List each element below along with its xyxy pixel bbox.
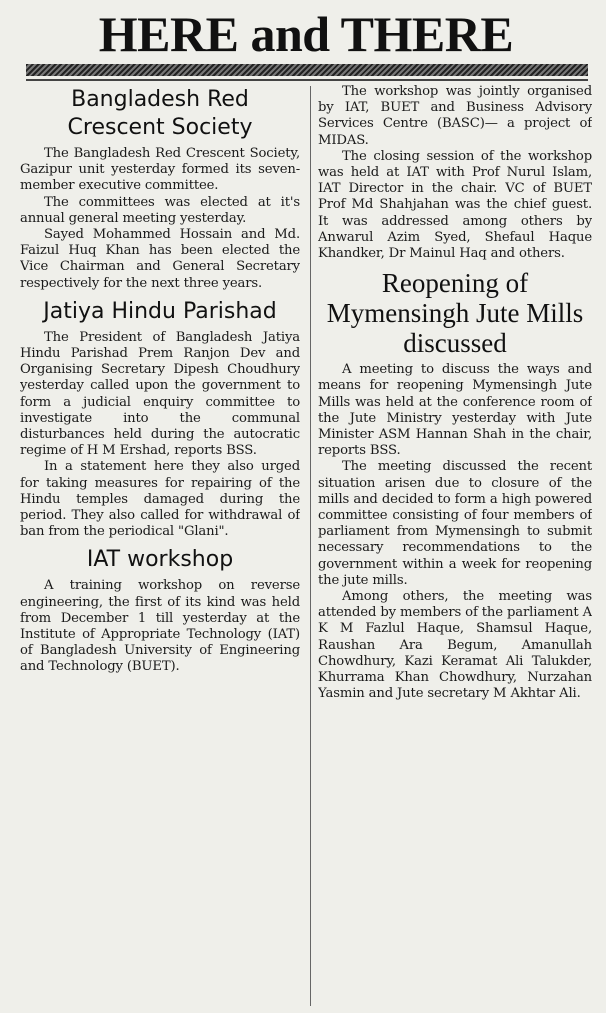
masthead-rule [26, 64, 588, 76]
article-paragraph: The committees was elected at it's annual general meeting yesterday. [20, 194, 300, 226]
article-paragraph: The President of Bangladesh Jatiya Hindu Parishad Prem Ranjon Dev and Organising Secretary Dipesh Choudhury yesterday called upon the government to form a judicial enquiry committee to investigate into the communal disturbances held during the autocratic regime of H M Ershad, reports BSS. [20, 329, 300, 459]
article-red-crescent [20, 86, 300, 292]
article-paragraph: The Bangladesh Red Crescent Society, Gazipur unit yesterday formed its seven-member executive committee. [20, 146, 300, 194]
article-iat-workshop [20, 546, 300, 675]
headline-iat-workshop: IAT workshop [86, 547, 234, 573]
headline-hindu-parishad: Jatiya Hindu Parishad [43, 298, 277, 324]
article-paragraph: In a statement here they also urged for taking measures for repairing of the Hindu temples damaged during the period. They also called for withdrawal of ban from the periodical "Glani". [20, 459, 300, 540]
article-hindu-parishad [20, 298, 300, 541]
column-divider [310, 86, 311, 1006]
article-paragraph: The meeting discussed the recent situation arisen due to closure of the mills and decided to form a high powered committee consisting of four members of parliament from Mymensingh to submit necessary recommendations to the government within a week for reopening the jute mills. [318, 459, 592, 588]
article-paragraph: Sayed Mohammed Hossain and Md. Faizul Huq Khan has been elected the Vice Chairman and General Secretary respectively for the next three years. [20, 227, 300, 291]
masthead-title: HERE and THERE [98, 6, 514, 62]
article-paragraph: The closing session of the workshop was held at IAT with Prof Nurul Islam, IAT Director in the chair. VC of BUET Prof Md Shahjahan was the chief guest. It was addressed among others by Anwarul Azim Syed, Shefaul Haque Khandker, Dr Mainul Haq and others. [318, 148, 592, 262]
article-paragraph: A training workshop on reverse engineering, the first of its kind was held from December 1 till yesterday at the Institute of Appropriate Technology (IAT) of Bangladesh University of Engineering and Technology (BUET). [20, 578, 300, 675]
headline-jute-mills: Reopening of Mymensingh Jute Mills discussed [326, 268, 584, 359]
article-paragraph: The workshop was jointly organised by IAT, BUET and Business Advisory Services Centre (BASC)— a project of MIDAS. [318, 84, 592, 148]
article-paragraph: Among others, the meeting was attended by members of the parliament A K M Fazlul Haque, Shamsul Haque, Raushan Ara Begum, Amanullah Chowdhury, Kazi Keramat Ali Talukder, Khurrama Khan Chowdhury, Nurzahan Yasmin and Jute secretary M Akhtar Ali. [318, 589, 592, 702]
headline-red-crescent: Bangladesh Red Crescent Society [67, 87, 253, 140]
masthead-underline [26, 79, 588, 81]
article-iat-workshop-continued [318, 84, 592, 262]
left-column [20, 84, 300, 676]
right-column [318, 84, 592, 703]
article-jute-mills [318, 268, 592, 702]
article-paragraph: A meeting to discuss the ways and means for reopening Mymensingh Jute Mills was held at the conference room of the Jute Ministry yesterday with Jute Minister ASM Hannan Shah in the chair, reports BSS. [318, 362, 592, 459]
